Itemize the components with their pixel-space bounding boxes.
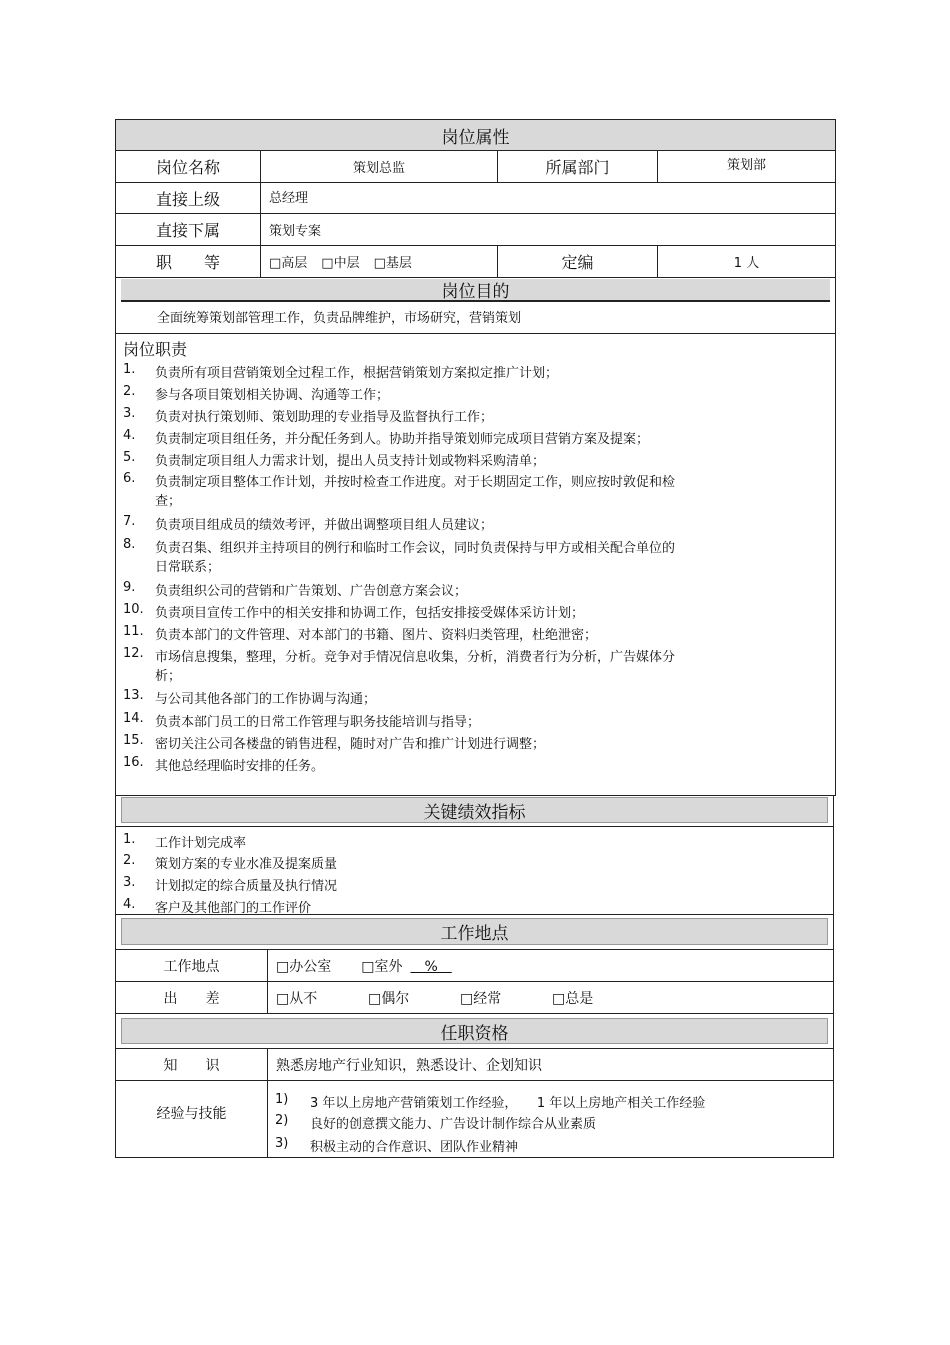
travel-sometimes-checkbox[interactable]: □偶尔 [368,990,410,1007]
duty-number: 8. [123,537,136,552]
duty-text: 负责制定项目整体工作计划，并按时检查工作进度。对于长期固定工作，则应按时敦促和检 [155,475,676,490]
subordinate-label [115,213,261,246]
travel-always-checkbox[interactable]: □总是 [552,990,594,1007]
section-header-qualification [121,1018,828,1044]
outdoor-percent-field[interactable]: % [410,958,452,975]
duty-number: 5. [123,450,136,465]
section-header-attributes [115,119,836,151]
kpi-text: 计划拟定的综合质量及执行情况 [155,879,338,894]
duty-number: 6. [123,471,136,486]
level-senior-checkbox[interactable]: □高层 [269,256,308,271]
quota-value-text: 1 人 [733,256,760,271]
subordinate-label-text: 直接下属 [155,221,220,240]
experience-number: 3) [275,1136,289,1151]
section-header-purpose [121,279,830,302]
department-value-text: 策划部 [726,158,766,173]
work-place-label-text: 工作地点 [163,958,220,975]
work-place-label [115,949,268,982]
duty-text: 其他总经理临时安排的任务。 [155,759,325,774]
superior-label [115,182,261,214]
quota-label [497,245,658,278]
place-office-checkbox[interactable]: □办公室 [276,958,332,975]
location-header-text: 工作地点 [440,924,509,944]
duty-number: 12. [123,646,144,661]
section-header-kpi [121,797,828,823]
subordinate-value-text: 策划专案 [269,224,322,239]
quota-label-text: 定编 [561,253,594,272]
experience-text: 积极主动的合作意识、团队作业精神 [310,1140,519,1155]
duty-number: 10. [123,602,144,617]
duties-title: 岗位职责 [123,340,188,359]
duty-text: 密切关注公司各楼盘的销售进程，随时对广告和推广计划进行调整； [155,737,546,752]
duty-number: 16. [123,755,144,770]
experience-label [115,1080,268,1158]
experience-number: 2) [275,1113,289,1128]
superior-label-text: 直接上级 [155,189,220,209]
duty-text: 负责项目组成员的绩效考评，并做出调整项目组人员建议； [155,518,494,533]
knowledge-value [267,1048,834,1081]
duty-text: 负责组织公司的营销和广告策划、广告创意方案会议； [155,584,468,599]
position-name-value-text: 策划总监 [352,161,405,176]
knowledge-label [115,1048,268,1081]
superior-value-text: 总经理 [269,191,309,206]
duty-text: 负责项目宣传工作中的相关安排和协调工作，包括安排接受媒体采访计划； [155,606,585,621]
duty-text: 负责本部门的文件管理、对本部门的书籍、图片、资料归类管理，杜绝泄密； [155,628,598,643]
level-junior-checkbox[interactable]: □基层 [373,256,412,271]
department-label [497,150,658,183]
duty-number: 13. [123,688,144,703]
duty-number: 3. [123,406,136,421]
kpi-header-text: 关键绩效指标 [423,802,526,823]
kpi-text: 工作计划完成率 [155,836,247,851]
duty-text: 日常联系； [155,560,221,575]
travel-options [267,981,834,1014]
kpi-number: 4. [123,897,136,912]
quota-value [657,245,836,278]
experience-text: 良好的创意撰文能力、广告设计制作综合从业素质 [310,1117,597,1132]
duty-number: 4. [123,428,136,443]
travel-never-checkbox[interactable]: □从不 [276,990,318,1007]
position-name-value [260,150,498,183]
kpi-text: 客户及其他部门的工作评价 [155,901,312,916]
duty-text: 负责制定项目组人力需求计划，提出人员支持计划或物料采购清单； [155,454,546,469]
experience-number: 1) [275,1092,289,1107]
duty-number: 15. [123,733,144,748]
duty-number: 9. [123,580,136,595]
experience-label-text: 经验与技能 [156,1106,227,1122]
superior-value [260,182,836,214]
job-level-label-text: 职 等 [155,253,220,272]
duty-text: 与公司其他各部门的工作协调与沟通； [155,692,377,707]
duty-text: 负责制定项目组任务，并分配任务到人。协助并指导策划师完成项目营销方案及提案； [155,432,650,447]
place-outdoor-checkbox[interactable]: □室外 [361,958,403,975]
knowledge-value-text: 熟悉房地产行业知识，熟悉设计、企划知识 [276,1057,542,1074]
department-label-text: 所属部门 [545,158,610,177]
duty-text: 负责本部门员工的日常工作管理与职务技能培训与指导； [155,715,481,730]
attributes-header-text: 岗位属性 [441,127,510,148]
section-header-location [121,918,828,945]
duty-number: 7. [123,514,136,529]
purpose-text: 全面统筹策划部管理工作，负责品牌维护，市场研究，营销策划 [157,311,522,326]
job-level-options [260,245,498,278]
level-middle-checkbox[interactable]: □中层 [321,256,360,271]
travel-often-checkbox[interactable]: □经常 [460,990,502,1007]
job-level-label [115,245,261,278]
duty-text: 参与各项目策划相关协调、沟通等工作； [155,388,390,403]
travel-label-text: 出 差 [163,990,220,1007]
kpi-number: 2. [123,853,136,868]
travel-label [115,981,268,1014]
duty-text: 负责所有项目营销策划全过程工作，根据营销策划方案拟定推广计划； [155,366,559,381]
duty-number: 1. [123,362,136,377]
kpi-text: 策划方案的专业水准及提案质量 [155,857,338,872]
kpi-number: 1. [123,832,136,847]
duty-number: 14. [123,711,144,726]
duty-text: 析； [155,669,182,684]
position-name-label [115,150,261,183]
duty-number: 11. [123,624,144,639]
subordinate-value [260,213,836,246]
purpose-header-text: 岗位目的 [441,282,510,302]
department-value [657,150,836,183]
duty-text: 市场信息搜集，整理，分析。竞争对手情况信息收集，分析，消费者行为分析，广告媒体分 [155,650,676,665]
knowledge-label-text: 知 识 [163,1057,220,1074]
kpi-number: 3. [123,875,136,890]
qualification-header-text: 任职资格 [440,1023,509,1044]
duty-text: 负责对执行策划师、策划助理的专业指导及监督执行工作； [155,410,494,425]
experience-text: 3 年以上房地产营销策划工作经验， 1 年以上房地产相关工作经验 [310,1096,706,1111]
duty-text: 负责召集、组织并主持项目的例行和临时工作会议，同时负责保持与甲方或相关配合单位的 [155,541,676,556]
work-place-options [267,949,834,982]
duty-number: 2. [123,384,136,399]
duty-text: 查； [155,494,182,509]
position-name-label-text: 岗位名称 [155,158,220,177]
